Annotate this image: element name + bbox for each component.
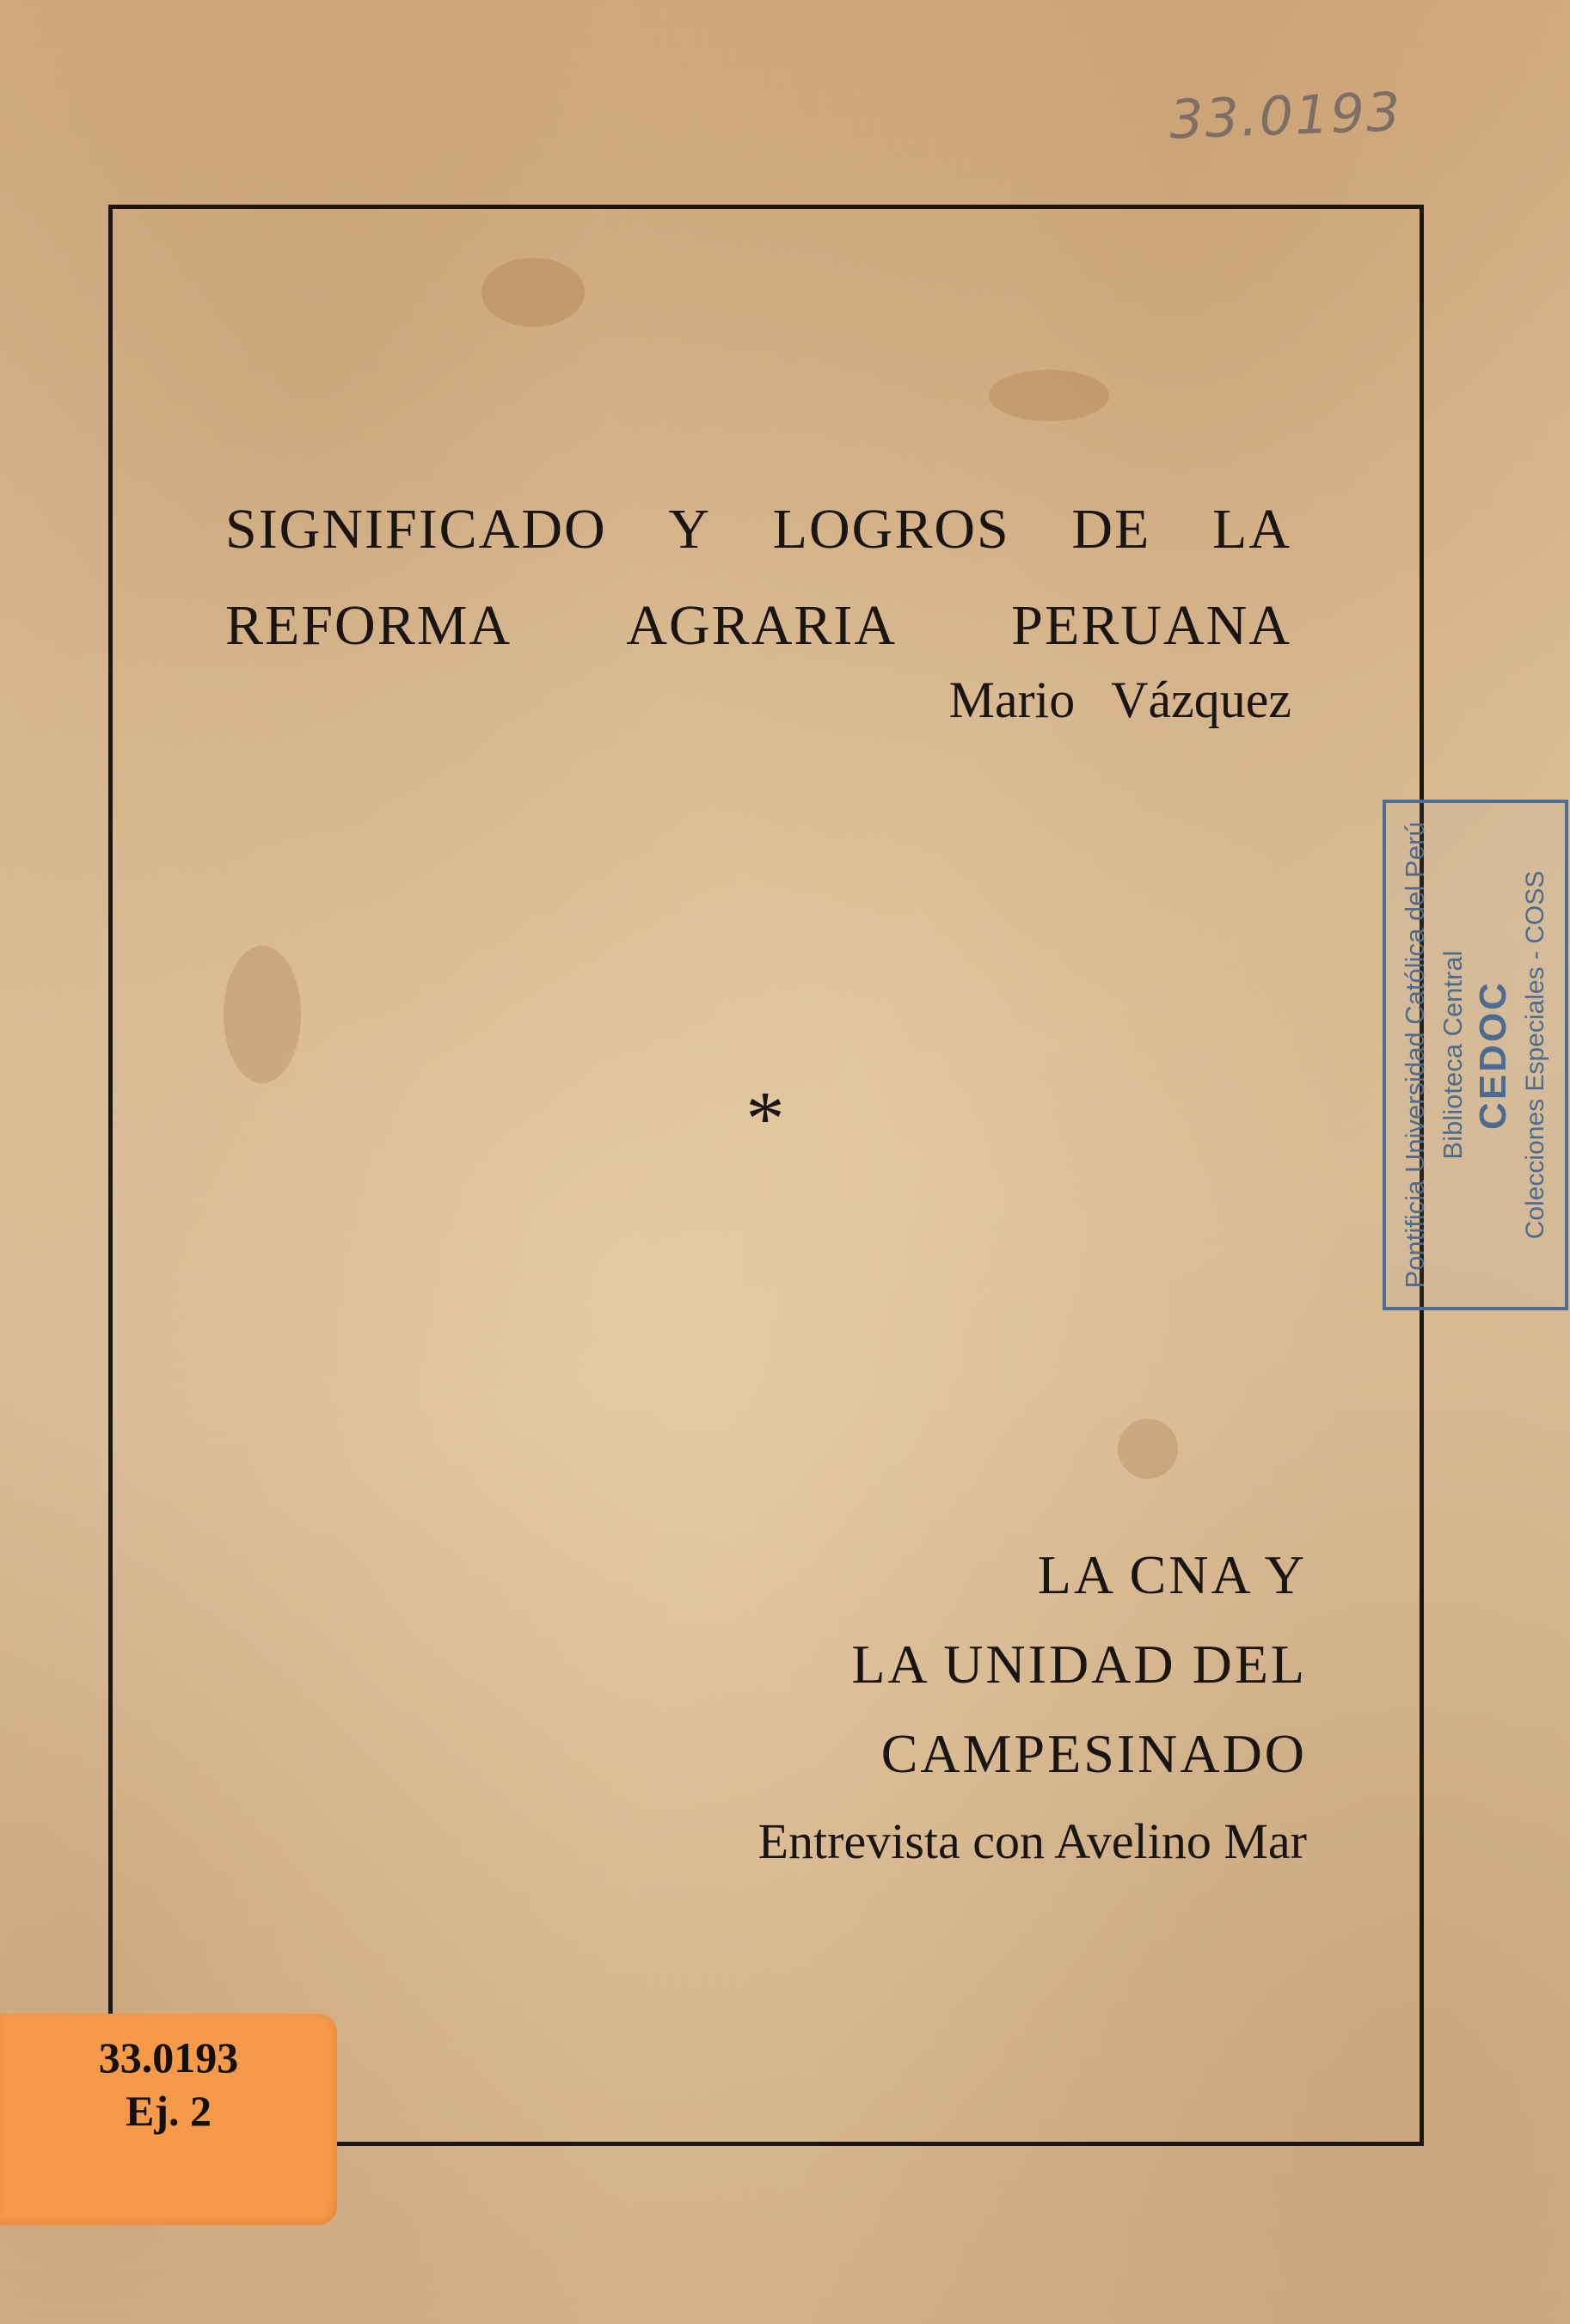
article1-title-line1	[225, 481, 1291, 578]
article1-title-line2	[225, 578, 1291, 674]
article2-title-line1: LA CNA Y	[1037, 1544, 1307, 1605]
title-word: Y	[668, 498, 712, 561]
handwritten-catalog-number: 33.0193	[1168, 80, 1403, 151]
title-word: SIGNIFICADO	[225, 498, 607, 561]
call-number-label	[0, 2014, 337, 2225]
stamp-library: Biblioteca Central	[1438, 950, 1468, 1160]
article1-title	[225, 481, 1291, 674]
article2-title-line2: LA UNIDAD DEL	[851, 1634, 1307, 1695]
title-word: AGRARIA	[626, 594, 898, 657]
title-word: REFORMA	[225, 594, 512, 657]
title-word: DE	[1071, 498, 1151, 561]
copy-number: Ej. 2	[126, 2087, 212, 2135]
article1-author: Mario Vázquez	[948, 671, 1291, 728]
stamp-institution: Pontificia Universidad Católica del Perú	[1400, 821, 1430, 1289]
call-number: 33.0193	[98, 2033, 239, 2082]
library-stamp	[1383, 800, 1568, 1310]
title-word: LOGROS	[772, 498, 1010, 561]
title-word: PERUANA	[1011, 594, 1291, 657]
article2-title-line3: CAMPESINADO	[880, 1723, 1307, 1784]
article2-title	[602, 1530, 1307, 1799]
stamp-department: CEDOC	[1472, 980, 1514, 1130]
stamp-collection: Colecciones Especiales - COSS	[1521, 870, 1549, 1240]
title-word: LA	[1212, 498, 1291, 561]
article2-subtitle: Entrevista con Avelino Mar	[757, 1813, 1307, 1869]
separator-asterisk: *	[745, 1076, 785, 1162]
